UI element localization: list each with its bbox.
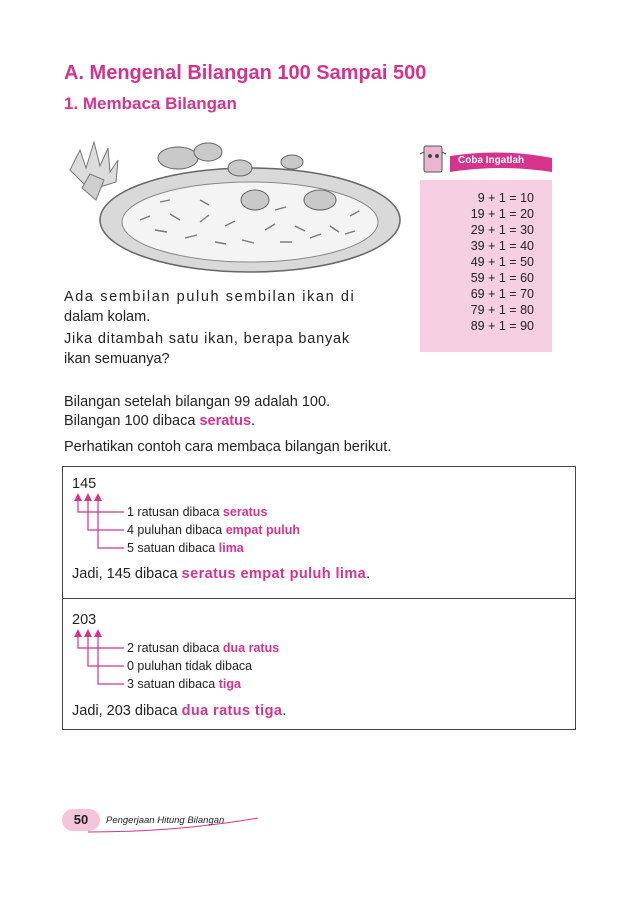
page-number: 50 <box>62 809 100 831</box>
place-value-step <box>127 523 300 537</box>
example-conclusion <box>72 566 370 582</box>
equation: 59 + 1 = 60 <box>470 271 534 285</box>
question-line: dalam kolam. <box>64 309 151 325</box>
statement-text: Bilangan 100 dibaca <box>64 413 196 429</box>
step-text: 4 puluhan dibaca <box>127 523 223 537</box>
arrow-up-icon <box>74 629 102 637</box>
equation: 49 + 1 = 50 <box>470 255 534 269</box>
punctuation: . <box>282 703 287 719</box>
intro-text: Perhatikan contoh cara membaca bilangan berikut. <box>64 439 392 455</box>
place-value-arrows <box>72 628 128 690</box>
book-title: Pengerjaan Hitung Bilangan <box>106 815 225 826</box>
highlight-word: seratus <box>199 413 252 429</box>
highlight-word: seratus <box>222 505 268 519</box>
question-line: Ada sembilan puluh sembilan ikan di <box>64 289 356 305</box>
statement-line <box>64 412 255 430</box>
place-value-step <box>127 505 267 519</box>
highlight-word: dua ratus <box>222 641 280 655</box>
equation: 79 + 1 = 80 <box>470 303 534 317</box>
equation: 69 + 1 = 70 <box>470 287 534 301</box>
equation: 39 + 1 = 40 <box>470 239 534 253</box>
punctuation: . <box>366 566 371 582</box>
highlight-word: seratus empat puluh lima <box>181 566 367 582</box>
example-number: 203 <box>72 612 97 628</box>
place-value-step <box>127 659 252 673</box>
highlight-word: tiga <box>218 677 241 691</box>
question-line: Jika ditambah satu ikan, berapa banyak <box>64 331 350 347</box>
arrow-up-icon <box>74 493 102 501</box>
equation: 9 + 1 = 10 <box>477 191 534 205</box>
subsection-title: 1. Membaca Bilangan <box>64 94 237 113</box>
step-text: 3 satuan dibaca <box>127 677 216 691</box>
example-conclusion <box>72 703 286 719</box>
place-value-arrows <box>72 492 128 554</box>
example-number: 145 <box>72 476 97 492</box>
place-value-step <box>127 641 279 655</box>
example-divider <box>62 598 576 599</box>
highlight-word: dua ratus tiga <box>181 703 283 719</box>
remember-box-title: Coba Ingatlah <box>458 155 525 166</box>
mascot-icon <box>420 146 446 172</box>
equation: 19 + 1 = 20 <box>470 207 534 221</box>
coral-plant-icon <box>70 142 118 200</box>
fish-pond-illustration <box>60 130 405 280</box>
step-text: 0 puluhan tidak dibaca <box>127 659 253 673</box>
equation: 29 + 1 = 30 <box>470 223 534 237</box>
equation: 89 + 1 = 90 <box>470 319 534 333</box>
question-line: ikan semuanya? <box>64 351 170 367</box>
punctuation: . <box>251 413 256 429</box>
conclusion-text: Jadi, 203 dibaca <box>72 703 178 719</box>
step-text: 2 ratusan dibaca <box>127 641 220 655</box>
highlight-word: lima <box>218 541 244 555</box>
conclusion-text: Jadi, 145 dibaca <box>72 566 178 582</box>
step-text: 1 ratusan dibaca <box>127 505 220 519</box>
remember-equation-list <box>420 190 534 334</box>
highlight-word: empat puluh <box>225 523 301 537</box>
section-title: A. Mengenal Bilangan 100 Sampai 500 <box>64 62 427 84</box>
statement-line: Bilangan setelah bilangan 99 adalah 100. <box>64 394 331 410</box>
place-value-step <box>127 677 241 691</box>
place-value-step <box>127 541 244 555</box>
step-text: 5 satuan dibaca <box>127 541 216 555</box>
